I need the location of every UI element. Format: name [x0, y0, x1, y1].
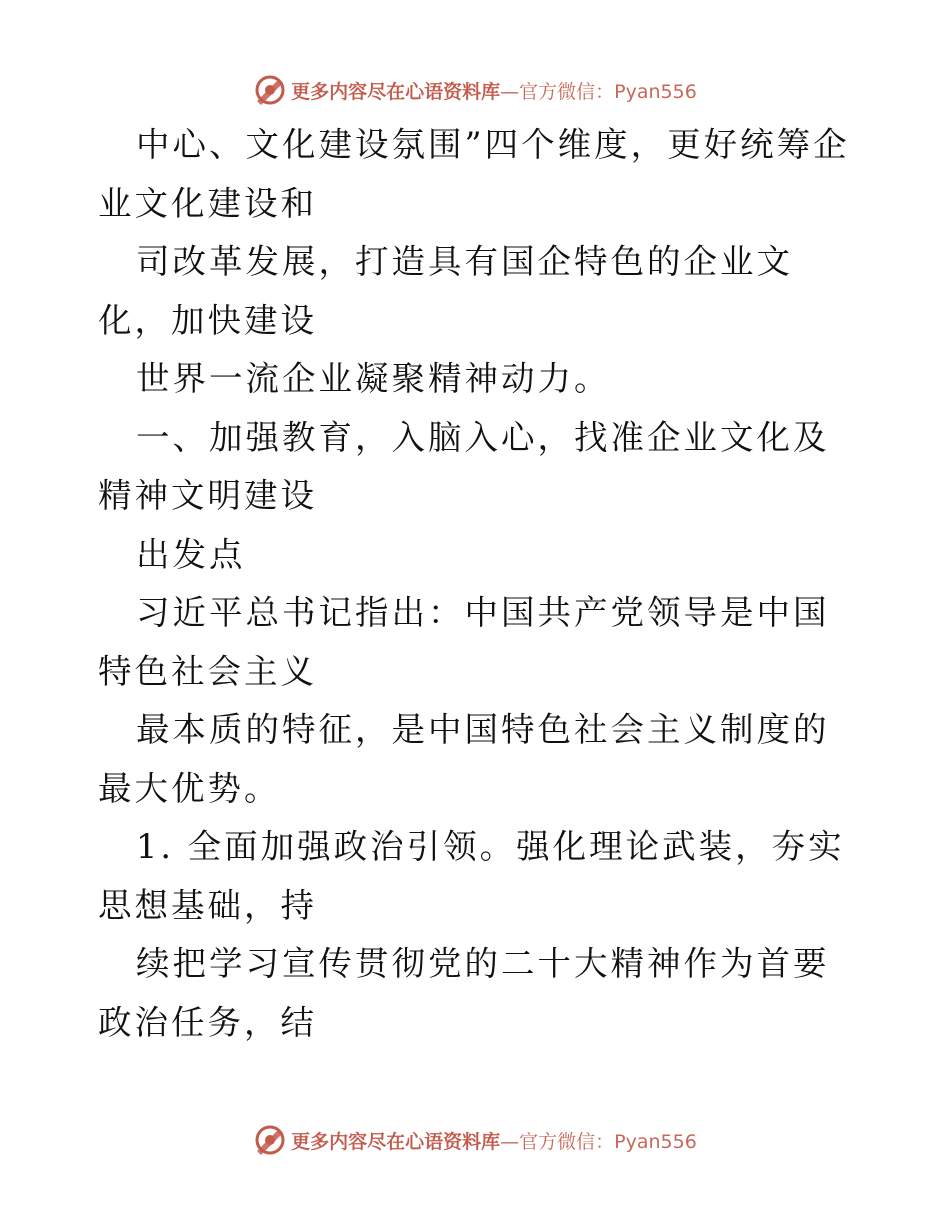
watermark-main-text: 更多内容尽在心语资料库 — [291, 1130, 501, 1153]
pen-logo-icon — [253, 1123, 287, 1157]
section-heading: 一、加强教育，入脑入心，找准企业文化及精神文明建设 — [98, 417, 830, 515]
pen-logo-icon — [253, 73, 287, 107]
paragraph: 习近平总书记指出：中国共产党领导是中国特色社会主义 — [98, 593, 830, 691]
watermark-dash: — — [500, 80, 520, 103]
paragraph: 续把学习宣传贯彻党的二十大精神作为首要政治任务，结 — [98, 944, 830, 1042]
watermark-wechat-text: 官方微信：Pyan556 — [519, 80, 697, 103]
watermark-main-text: 更多内容尽在心语资料库 — [291, 80, 501, 103]
watermark-dash: — — [500, 1130, 520, 1153]
watermark-wechat-text: 官方微信：Pyan556 — [519, 1130, 697, 1153]
section-heading-continued: 出发点 — [136, 534, 246, 574]
footer-watermark — [0, 1120, 950, 1160]
paragraph: 最本质的特征，是中国特色社会主义制度的最大优势。 — [98, 710, 830, 808]
paragraph: 中心、文化建设氛围”四个维度，更好统筹企业文化建设和 — [98, 125, 850, 223]
paragraph: 司改革发展，打造具有国企特色的企业文化，加快建设 — [98, 242, 793, 340]
paragraph: 世界一流企业凝聚精神动力。 — [136, 359, 611, 398]
document-body — [98, 116, 854, 1052]
header-watermark — [0, 70, 950, 110]
numbered-item: 1. 全面加强政治引领。强化理论武装，夯实思想基础，持 — [98, 827, 845, 925]
